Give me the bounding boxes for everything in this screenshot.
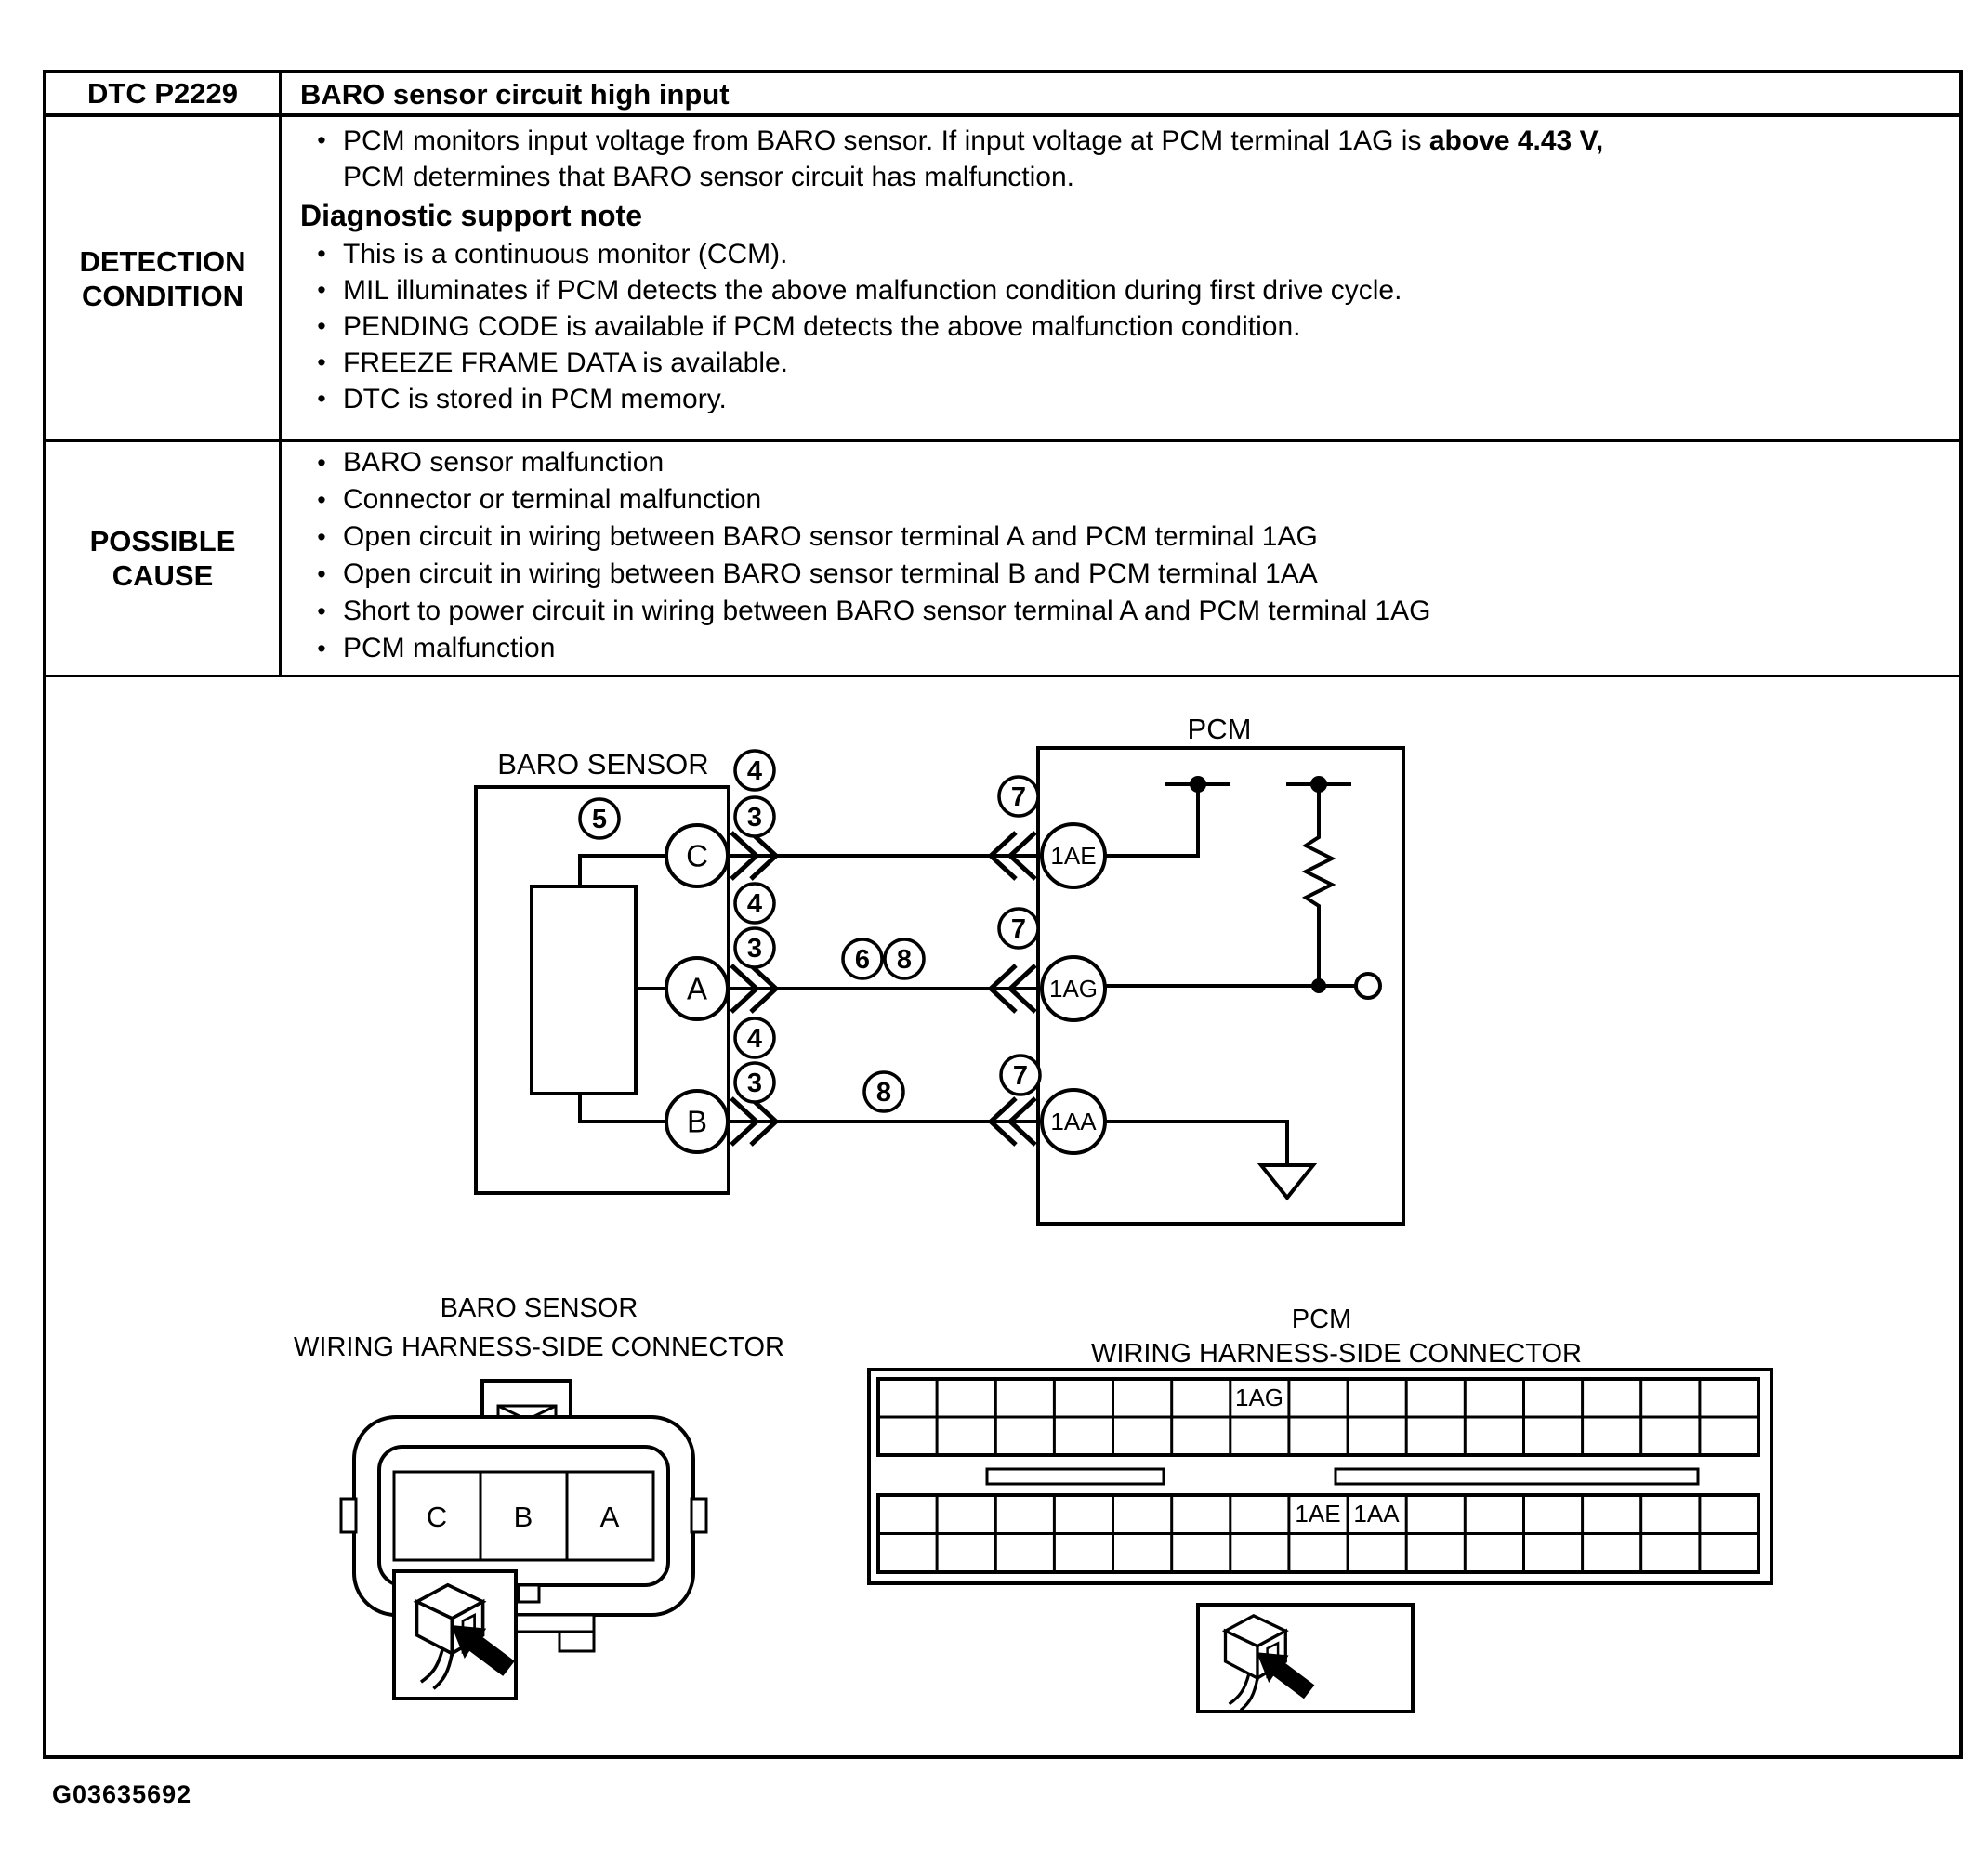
figure-code: G03635692 bbox=[52, 1780, 192, 1808]
detection-bullet-monitor-text bbox=[343, 123, 1941, 195]
detection-label-line1: DETECTION bbox=[79, 244, 246, 278]
callout-3 bbox=[735, 797, 774, 836]
svg-text:7: 7 bbox=[1010, 782, 1027, 813]
callout-8 bbox=[864, 1072, 903, 1111]
callout-7 bbox=[1001, 1056, 1040, 1095]
detection-bullet-monitor bbox=[300, 123, 1941, 195]
svg-text:4: 4 bbox=[746, 1024, 763, 1055]
detection-bullet-pre: PCM monitors input voltage from BARO sensor. If input voltage at PCM terminal 1AG is bbox=[343, 125, 1429, 156]
baro-connector-title-line1: BARO SENSOR bbox=[440, 1293, 638, 1323]
output-terminal-circle bbox=[1356, 974, 1380, 998]
possible-cause-row bbox=[46, 442, 1959, 677]
callout-4 bbox=[735, 751, 774, 790]
detection-bullet: • PENDING CODE is available if PCM detects the above malfunction condition. bbox=[300, 308, 1941, 345]
baro-connector-title-line2: WIRING HARNESS-SIDE CONNECTOR bbox=[294, 1332, 784, 1362]
baro-sensor-box-label: BARO SENSOR bbox=[497, 748, 709, 781]
detection-threshold-value: above 4.43 V, bbox=[1428, 125, 1604, 156]
svg-text:7: 7 bbox=[1012, 1061, 1029, 1092]
svg-text:6: 6 bbox=[854, 945, 871, 976]
svg-text:4: 4 bbox=[746, 889, 763, 920]
svg-text:3: 3 bbox=[746, 934, 763, 964]
callout-3 bbox=[735, 928, 774, 967]
dtc-title: BARO sensor circuit high input bbox=[300, 77, 730, 111]
detection-condition-content bbox=[282, 117, 1959, 439]
dtc-code: DTC P2229 bbox=[46, 73, 282, 113]
pcm-box-label: PCM bbox=[1187, 713, 1252, 745]
detection-bullet: • This is a continuous monitor (CCM). bbox=[300, 236, 1941, 272]
detection-condition-row bbox=[46, 117, 1959, 442]
junction-dot bbox=[1311, 978, 1326, 993]
cause-bullet: • BARO sensor malfunction bbox=[300, 444, 1941, 481]
pcm-connector-1aa-cell-label: 1AA bbox=[1353, 1500, 1400, 1528]
detection-label-line2: CONDITION bbox=[82, 279, 243, 312]
wiring-diagram-cell bbox=[46, 677, 1959, 1755]
cause-bullet: • Short to power circuit in wiring between BARO sensor terminal A and PCM terminal 1AG bbox=[300, 593, 1941, 630]
cause-label-line2: CAUSE bbox=[112, 559, 214, 592]
callout-7 bbox=[999, 777, 1038, 816]
diagnostic-support-note-heading: Diagnostic support note bbox=[300, 199, 642, 232]
terminal-a-label: A bbox=[686, 971, 708, 1006]
baro-connector-cell-a-label: A bbox=[599, 1500, 620, 1533]
callout-4 bbox=[735, 884, 774, 923]
callout-6 bbox=[843, 939, 882, 978]
cause-bullet: • Open circuit in wiring between BARO sensor terminal A and PCM terminal 1AG bbox=[300, 518, 1941, 556]
svg-text:4: 4 bbox=[746, 756, 763, 787]
possible-cause-label bbox=[46, 442, 282, 675]
terminal-1ae-label: 1AE bbox=[1050, 842, 1097, 871]
pcm-connector-title-line2: WIRING HARNESS-SIDE CONNECTOR bbox=[1091, 1339, 1582, 1369]
dtc-spec-table bbox=[43, 70, 1963, 1759]
svg-text:8: 8 bbox=[896, 945, 913, 976]
terminal-1ag-label: 1AG bbox=[1048, 975, 1099, 1004]
svg-text:3: 3 bbox=[746, 1069, 763, 1099]
svg-text:8: 8 bbox=[875, 1078, 892, 1109]
dtc-header-row bbox=[46, 73, 1959, 117]
terminal-b-label: B bbox=[686, 1104, 708, 1139]
detection-bullet-post: PCM determines that BARO sensor circuit has malfunction. bbox=[343, 162, 1074, 192]
wiring-diagram bbox=[46, 677, 1959, 1755]
callout-8 bbox=[885, 939, 924, 978]
detection-condition-label bbox=[46, 117, 282, 439]
svg-text:3: 3 bbox=[746, 803, 763, 833]
callout-3 bbox=[735, 1063, 774, 1102]
terminal-1aa-label: 1AA bbox=[1050, 1108, 1097, 1136]
baro-connector-cell-c-label: C bbox=[426, 1500, 448, 1533]
detection-bullet: • FREEZE FRAME DATA is available. bbox=[300, 345, 1941, 381]
cause-bullet: • Connector or terminal malfunction bbox=[300, 481, 1941, 518]
cause-label-line1: POSSIBLE bbox=[89, 525, 236, 558]
terminal-c-label: C bbox=[686, 838, 708, 873]
cause-bullet: • PCM malfunction bbox=[300, 630, 1941, 667]
callout-4 bbox=[735, 1018, 774, 1057]
callout-7 bbox=[999, 909, 1038, 948]
callout-5 bbox=[580, 799, 619, 838]
pcm-connector-drawing bbox=[869, 1370, 1771, 1583]
cause-bullet: • Open circuit in wiring between BARO sensor terminal B and PCM terminal 1AA bbox=[300, 556, 1941, 593]
baro-connector-cell-b-label: B bbox=[513, 1500, 533, 1533]
detection-bullet: • MIL illuminates if PCM detects the above malfunction condition during first drive cycle. bbox=[300, 272, 1941, 308]
detection-bullet: • DTC is stored in PCM memory. bbox=[300, 381, 1941, 417]
svg-text:5: 5 bbox=[591, 805, 608, 835]
pcm-connector-1ae-cell-label: 1AE bbox=[1295, 1500, 1341, 1528]
pcm-connector-1ag-cell-label: 1AG bbox=[1234, 1384, 1284, 1411]
possible-cause-content bbox=[282, 442, 1959, 675]
pcm-connector-title-line1: PCM bbox=[1291, 1305, 1352, 1334]
baro-sensor-element bbox=[532, 886, 636, 1094]
svg-text:7: 7 bbox=[1010, 914, 1027, 945]
